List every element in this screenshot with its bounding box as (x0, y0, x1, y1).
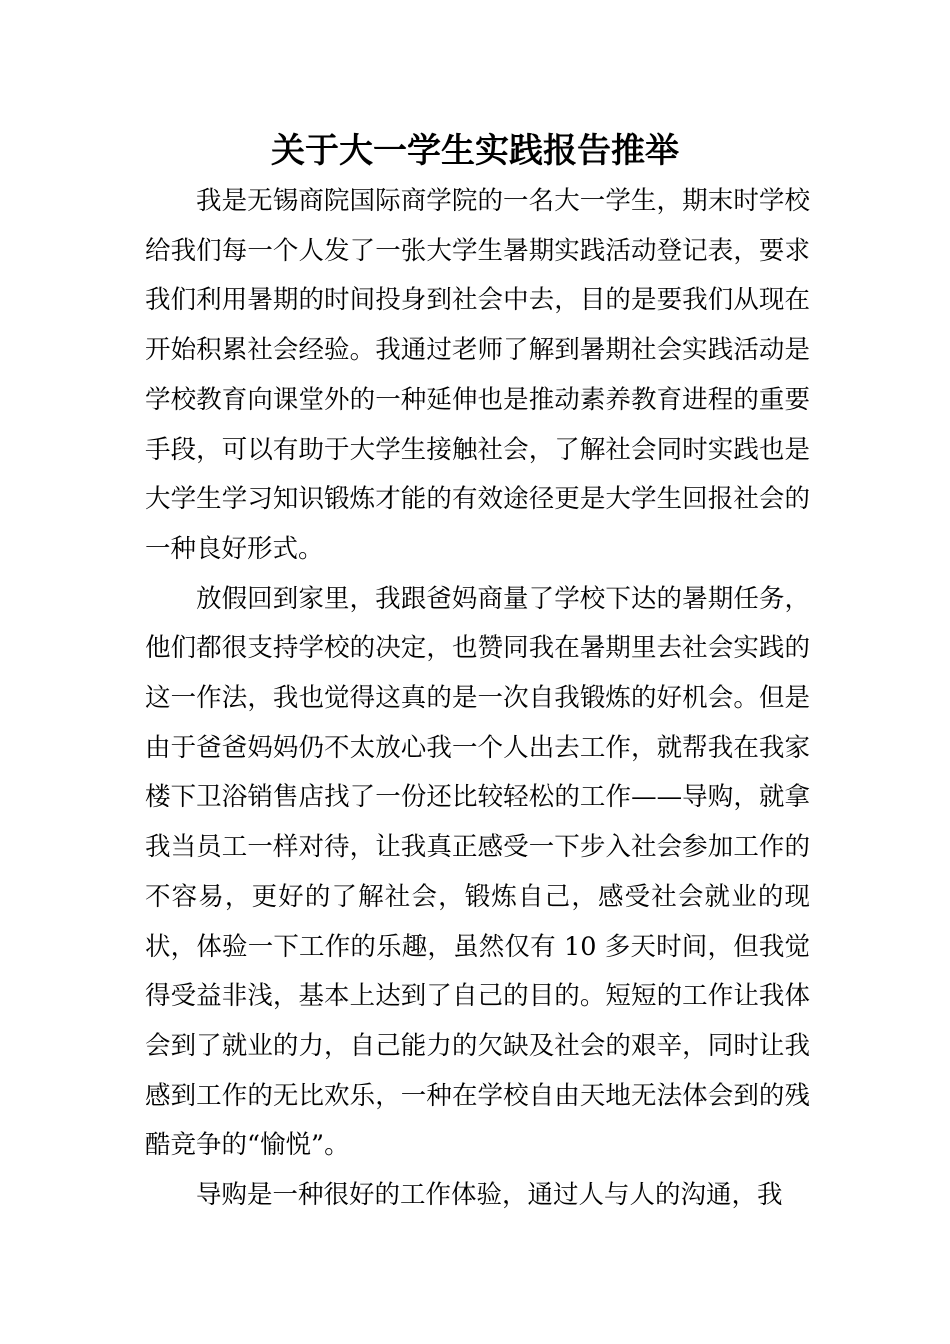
document-title: 关于大一学生实践报告推举 (271, 131, 679, 171)
paragraph: 放假回到家里，我跟爸妈商量了学校下达的暑期任务，他们都很支持学校的决定，也赞同我在暑期里去社会实践的这一作法，我也觉得这真的是一次自我锻炼的好机会。但是由于爸爸妈妈仍不太放心我一个人出去工作，就帮我在我家楼下卫浴销售店找了一份还比较轻松的工作——导购，就拿我当员工一样对待，让我真正感受一下步入社会参加工作的不容易，更好的了解社会，锻炼自己，感受社会就业的现状，体验一下工作的乐趣，虽然仅有 10 多天时间，但我觉得受益非浅，基本上达到了自己的目的。短短的工作让我体会到了就业的力，自己能力的欠缺及社会的艰辛，同时让我感到工作的无比欢乐，一种在学校自由天地无法体会到的残酷竞争的“愉悦”。 (145, 583, 810, 1161)
document-body (145, 177, 810, 1221)
paragraph: 我是无锡商院国际商学院的一名大一学生，期末时学校给我们每一个人发了一张大学生暑期实践活动登记表，要求我们利用暑期的时间投身到社会中去，目的是要我们从现在开始积累社会经验。我通过老师了解到暑期社会实践活动是学校教育向课堂外的一种延伸也是推动素养教育进程的重要手段，可以有助于大学生接触社会，了解社会同时实践也是大学生学习知识锻炼才能的有效途径更是大学生回报社会的一种良好形式。 (145, 186, 810, 564)
paragraph: 导购是一种很好的工作体验，通过人与人的沟通，我 (196, 1180, 783, 1211)
